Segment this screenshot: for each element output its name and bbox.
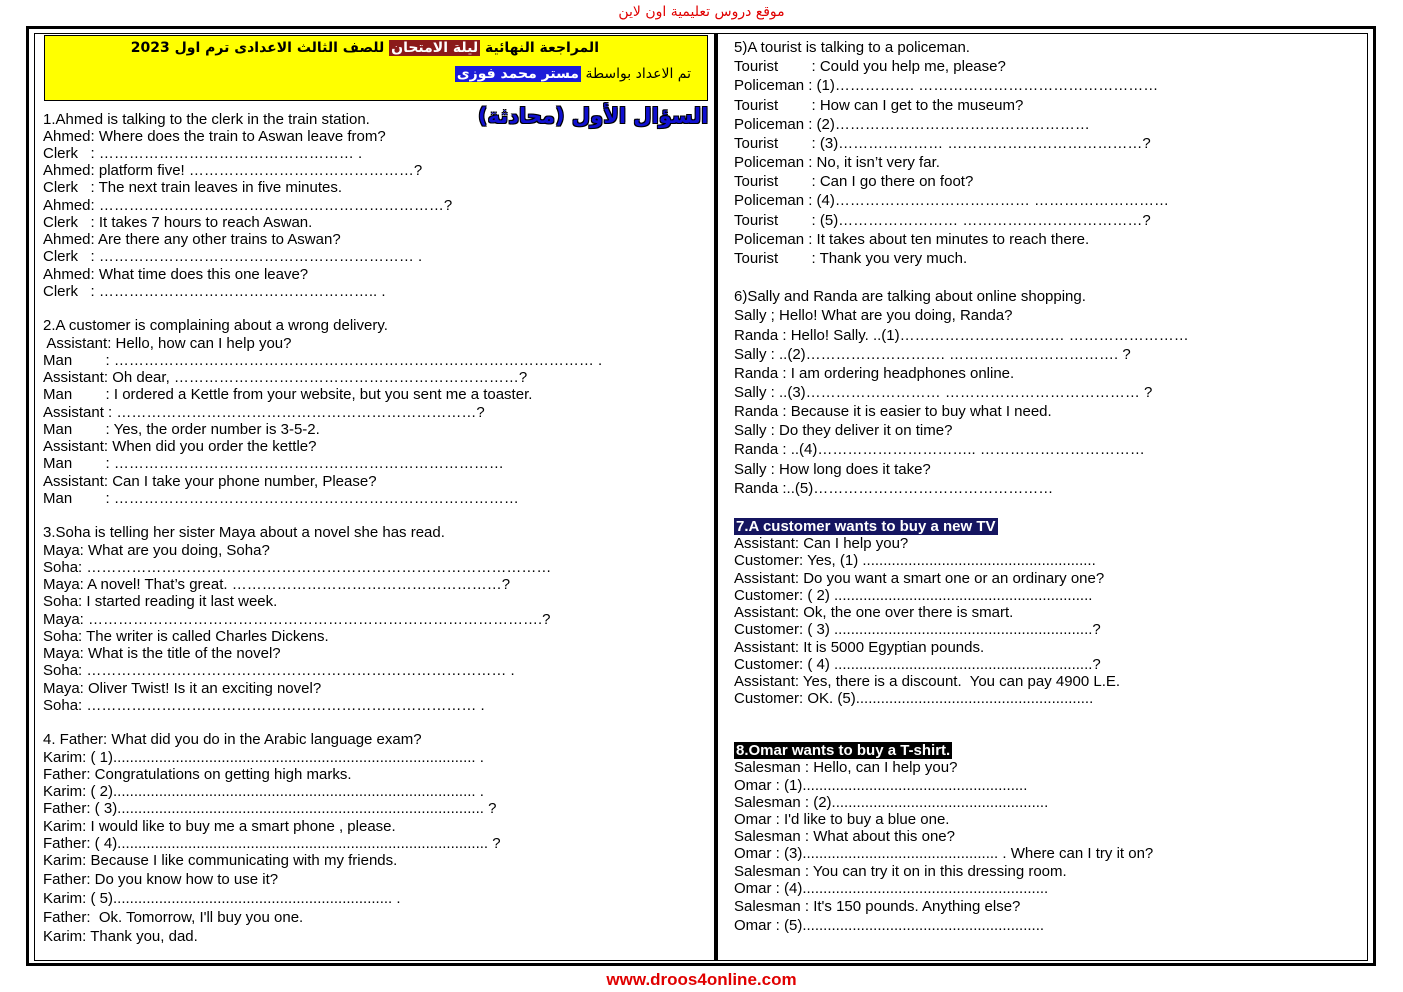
dialogue-line: Karim: Because I like communicating with my friends. [43,852,398,869]
dialogue-line: Tourist : Thank you very much. [734,250,968,267]
dialogue-line: Maya: A novel! That’s great. ………………………………………………? [43,576,511,593]
dialogue-line: Man : ……………………………………………………………………… [43,490,519,507]
dialogue-line: Omar : (4)........................................................... [734,880,1049,897]
header-title-highlight: ليلة الامتحان [391,40,479,56]
dialogue-line: Father: Ok. Tomorrow, I'll buy you one. [43,909,304,926]
dialogue-line: Policeman : (2)…………………………………………… [734,116,1090,133]
dialogue-line: Clerk : ……………………………………………………… . [43,248,423,265]
dialogue-line: Man : …………………………………………………………………… [43,455,504,472]
dialogue-line: Clerk : It takes 7 hours to reach Aswan. [43,214,313,231]
dialogue-line: Tourist : Can I go there on foot? [734,173,974,190]
dialogue-line: Man : …………………………………………………………………………………… . [43,352,603,369]
dialogue-line: Salesman : What about this one? [734,828,955,845]
dialogue-line: Salesman : You can try it on in this dressing room. [734,863,1067,880]
header-title [131,40,599,56]
dialogue-line: Karim: I would like to buy me a smart phone , please. [43,818,396,835]
dialogue-line: Father: ( 3)........................................................................................ ? [43,800,497,817]
dialogue-line: Maya: What is the title of the novel? [43,645,281,662]
dialogue-line: Assistant: Can I take your phone number, Please? [43,473,377,490]
dialogue-line: Assistant : ………………………………………………………………? [43,404,485,421]
dialogue-line: Karim: ( 2)....................................................................................... . [43,783,484,800]
dialogue-line: Father: Do you know how to use it? [43,871,279,888]
dialogue-line: Ahmed: Where does the train to Aswan leave from? [43,128,386,145]
dialogue-line: Father: ( 4)......................................................................................... ? [43,835,501,852]
dialogue-line: Assistant: Can I help you? [734,535,909,552]
bottom-site-label: www.droos4online.com [606,970,797,989]
dialogue-line: Customer: OK. (5)......................................................... [734,690,1094,707]
dialogue-line: Tourist : (3)………………… …………………………………? [734,135,1151,152]
dialogue-line: Tourist : How can I get to the museum? [734,97,1024,114]
dialogue-line: Randa : I am ordering headphones online. [734,365,1015,382]
dialogue-line: Sally : How long does it take? [734,461,931,478]
dialogue-line: 3.Soha is telling her sister Maya about a novel she has read. [43,524,445,541]
dialogue-line: Soha: ………………………………………………………………………………… [43,559,552,576]
dialogue-line: 1.Ahmed is talking to the clerk in the train station. [43,111,370,128]
q7-title: 7.A customer wants to buy a new TV [736,518,996,535]
dialogue-line: Randa :..(5)………………………………………… [734,480,1054,497]
dialogue-line: Salesman : (2).................................................... [734,794,1049,811]
header-box [44,35,708,101]
dialogue-line: Assistant: Hello, how can I help you? [43,335,292,352]
header-author-line [455,66,691,82]
dialogue-line: Soha: I started reading it last week. [43,593,278,610]
dialogue-line: Assistant: Oh dear, ……………………………………………………………? [43,369,528,386]
q7-title-line [734,518,998,535]
dialogue-line: 4. Father: What did you do in the Arabic language exam? [43,731,422,748]
dialogue-line: Sally : ..(2)………………………. ……………………………. ? [734,346,1131,363]
dialogue-line: Tourist : (5)…………………… ………………………………? [734,212,1151,229]
dialogue-line: Customer: Yes, (1) ........................................................ [734,552,1096,569]
dialogue-line: 5)A tourist is talking to a policeman. [734,39,970,56]
dialogue-line: Customer: ( 3) ..............................................................? [734,621,1101,638]
dialogue-line: Policeman : No, it isn’t very far. [734,154,940,171]
dialogue-line: Sally ; Hello! What are you doing, Randa? [734,307,1013,324]
dialogue-line: Soha: The writer is called Charles Dickens. [43,628,329,645]
dialogue-line: 6)Sally and Randa are talking about online shopping. [734,288,1086,305]
dialogue-line: Karim: ( 1)....................................................................................... . [43,749,484,766]
dialogue-line: Policeman : It takes about ten minutes to reach there. [734,231,1090,248]
dialogue-line: Sally : ..(3)……………………… ………………………………… ? [734,384,1153,401]
dialogue-line: Ahmed: ……………………………………………………………? [43,197,453,214]
dialogue-line: Sally : Do they deliver it on time? [734,422,953,439]
header-title-pre: المراجعة النهائية [484,40,599,56]
dialogue-line: Randa : Because it is easier to buy what I need. [734,403,1052,420]
q8-title-line [734,742,952,759]
header-author-name: مستر محمد فوزى [456,66,579,82]
dialogue-line: Assistant: Ok, the one over there is smart. [734,604,1014,621]
dialogue-line: Customer: ( 2) .............................................................. [734,587,1093,604]
dialogue-line: Man : Yes, the order number is 3-5-2. [43,421,320,438]
dialogue-line: Randa : ..(4)………………………….. …………………………… [734,441,1145,458]
dialogue-line: Randa : Hello! Sally. ..(1)…………………………… …………………… [734,327,1189,344]
header-title-post: للصف الثالث الاعدادى ترم اول 2023 [130,40,385,56]
dialogue-line: Salesman : It's 150 pounds. Anything else? [734,898,1021,915]
dialogue-line: Customer: ( 4) ..............................................................? [734,656,1101,673]
dialogue-line: Maya: ……………………………………………………………………………….? [43,611,551,628]
dialogue-line: Ahmed: What time does this one leave? [43,266,309,283]
dialogue-line: Omar : (1)...................................................... [734,777,1028,794]
dialogue-line: Assistant: Yes, there is a discount. You can pay 4900 L.E. [734,673,1121,690]
dialogue-line: 2.A customer is complaining about a wrong delivery. [43,317,388,334]
dialogue-line: Omar : I'd like to buy a blue one. [734,811,950,828]
dialogue-line: Maya: Oliver Twist! Is it an exciting novel? [43,680,322,697]
dialogue-line: Man : I ordered a Kettle from your website, but you sent me a toaster. [43,386,533,403]
dialogue-line: Salesman : Hello, can I help you? [734,759,958,776]
dialogue-line: Ahmed: Are there any other trains to Aswan? [43,231,341,248]
dialogue-line: Assistant: When did you order the kettle? [43,438,317,455]
dialogue-line: Clerk : …………………………………………… . [43,145,363,162]
dialogue-line: Tourist : Could you help me, please? [734,58,1006,75]
dialogue-line: Clerk : The next train leaves in five minutes. [43,179,343,196]
top-site-label: موقع دروس تعليمية اون لاين [618,4,785,20]
header-prep-label: تم الاعداد بواسطة [585,66,691,82]
dialogue-line: Assistant: It is 5000 Egyptian pounds. [734,639,985,656]
dialogue-line: Clerk : ……………………………………………….. . [43,283,386,300]
dialogue-line: Assistant: Do you want a smart one or an ordinary one? [734,570,1105,587]
dialogue-line: Omar : (3)............................................... . Where can I try it on? [734,845,1154,862]
dialogue-line: Soha: …………………………………………………………………… . [43,697,485,714]
dialogue-line: Karim: ( 5)................................................................... . [43,890,401,907]
question-one-title: السؤال الأول (محادثة) [478,104,709,128]
dialogue-line: Maya: What are you doing, Soha? [43,542,270,559]
dialogue-line: Ahmed: platform five! ………………………………………? [43,162,423,179]
dialogue-line: Karim: Thank you, dad. [43,928,198,945]
dialogue-line: Soha: ………………………………………………………………………… . [43,662,515,679]
dialogue-line: Policeman : (1)……………. ………………………………………… [734,77,1159,94]
dialogue-line: Omar : (5).......................................................... [734,917,1045,934]
dialogue-line: Father: Congratulations on getting high marks. [43,766,352,783]
q8-title: 8.Omar wants to buy a T-shirt. [736,742,951,759]
dialogue-line: Policeman : (4)………………………………… ……………………… [734,192,1170,209]
